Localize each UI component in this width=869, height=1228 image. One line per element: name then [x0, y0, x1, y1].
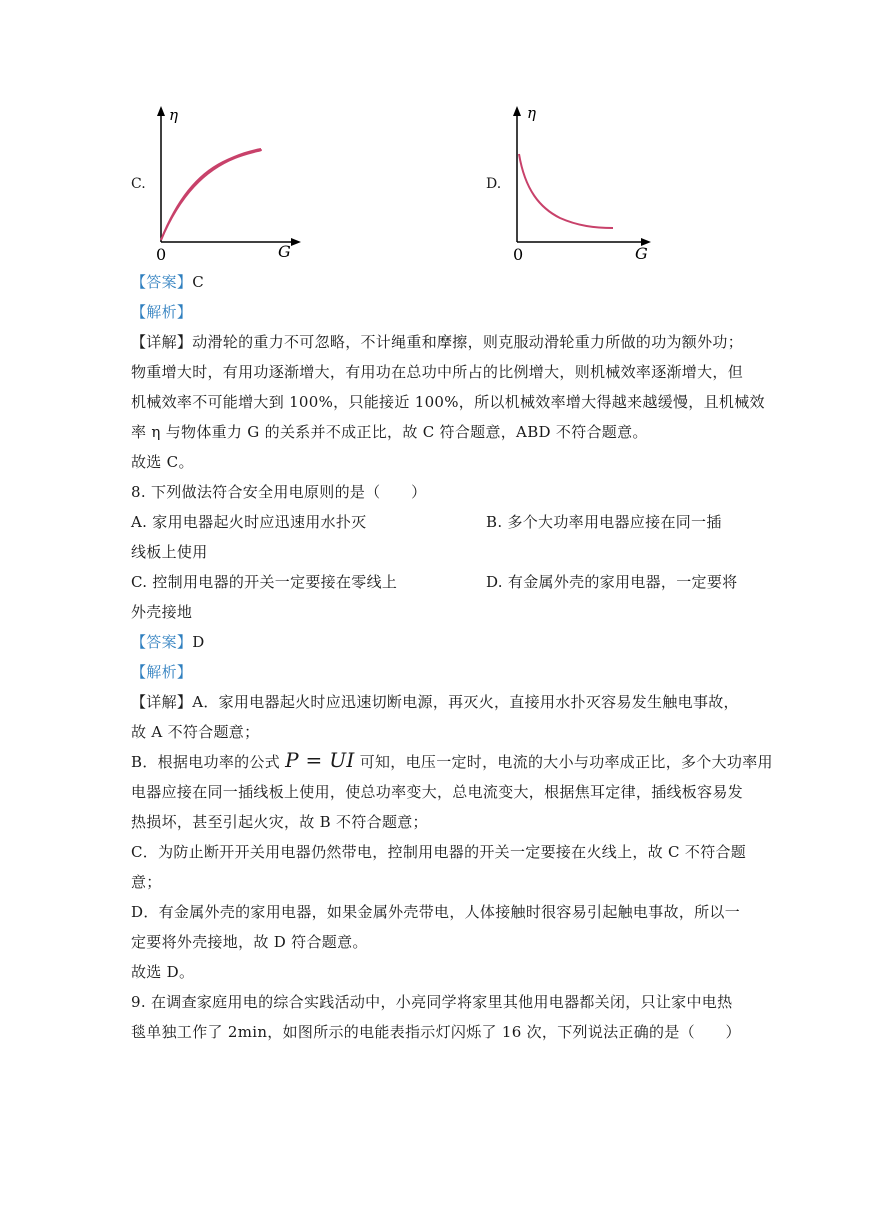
q8-option-c: C. 控制用电器的开关一定要接在零线上: [131, 573, 398, 591]
q8-detail-tag: 【详解】: [131, 693, 193, 711]
graph-d: [480, 100, 660, 265]
q7-detail-tag: 【详解】: [131, 333, 193, 351]
q8-detail-d-line-2: 定要将外壳接地，故 D 符合题意。: [131, 933, 368, 951]
q8-option-d-line-2: 外壳接地: [131, 603, 193, 621]
q8-detail-d-line-1: D．有金属外壳的家用电器，如果金属外壳带电，人体接触时很容易引起触电事故，所以一: [131, 903, 741, 921]
graph-d-x-axis-label: G: [635, 244, 648, 263]
q8-conclusion: 故选 D。: [131, 963, 195, 981]
q7-detail-line-3: 机械效率不可能增大到 100%，只能接近 100%，所以机械效率增大得越来越缓慢，且机械效: [131, 393, 765, 411]
q7-answer: [131, 272, 204, 292]
graph-c-y-axis-label: η: [169, 106, 178, 124]
q7-detail-line-1: [131, 332, 743, 352]
q8-detail-c-line-1: C．为防止断开开关用电器仍然带电，控制用电器的开关一定要接在火线上，故 C 不符合题: [131, 843, 747, 861]
q7-detail-text-1: 动滑轮的重力不可忽略，不计绳重和摩擦，则克服动滑轮重力所做的功为额外功；: [192, 333, 744, 351]
q8-detail-c-line-2: 意；: [131, 873, 162, 891]
q8-answer: [131, 632, 205, 652]
graph-c: [125, 100, 305, 265]
q9-stem-line-2: 毯单独工作了 2min，如图所示的电能表指示灯闪烁了 16 次，下列说法正确的是（ ）: [131, 1023, 741, 1041]
q8-detail-b-post: 可知，电压一定时，电流的大小与功率成正比，多个大功率用: [359, 753, 773, 771]
graph-c-origin: 0: [156, 245, 167, 264]
graph-d-y-axis-label: η: [527, 104, 536, 122]
q8-detail-b-line-1: [131, 750, 773, 772]
q8-detail-a-line-1: [131, 692, 739, 712]
q8-detail-b-line-3: 热损坏，甚至引起火灾，故 B 不符合题意；: [131, 813, 428, 831]
q7-detail-line-4: 率 η 与物体重力 G 的关系并不成正比，故 C 符合题意，ABD 不符合题意。: [131, 423, 648, 441]
q7-detail-line-2: 物重增大时，有用功逐渐增大，有用功在总功中所占的比例增大，则机械效率逐渐增大，但: [131, 363, 744, 381]
q7-answer-value: C: [192, 273, 204, 291]
q8-power-formula: P = UI: [285, 748, 355, 772]
q8-detail-b-pre: B．根据电功率的公式: [131, 753, 281, 771]
graph-c-x-axis-label: G: [278, 242, 291, 261]
q8-analysis-tag: 【解析】: [131, 663, 193, 681]
graph-c-plot: [125, 100, 305, 265]
q7-analysis-tag: 【解析】: [131, 303, 193, 321]
q8-detail-b-line-2: 电器应接在同一插线板上使用，使总功率变大，总电流变大，根据焦耳定律，插线板容易发: [131, 783, 744, 801]
q8-option-b-line-2: 线板上使用: [131, 543, 208, 561]
q7-conclusion: 故选 C。: [131, 453, 194, 471]
q8-option-a: A. 家用电器起火时应迅速用水扑灭: [131, 513, 367, 531]
q8-answer-value: D: [192, 633, 205, 651]
q8-option-b-line-1: B. 多个大功率用电器应接在同一插: [486, 513, 722, 531]
graph-d-plot: [480, 100, 660, 265]
graph-d-label: D.: [486, 176, 502, 192]
graph-c-label: C.: [131, 176, 146, 192]
q7-answer-tag: 【答案】: [131, 273, 193, 291]
q9-stem-line-1: 9. 在调查家庭用电的综合实践活动中，小亮同学将家里其他用电器都关闭，只让家中电热: [131, 993, 733, 1011]
q8-detail-a-text: A．家用电器起火时应迅速切断电源，再灭火，直接用水扑灭容易发生触电事故，: [192, 693, 739, 711]
q8-answer-tag: 【答案】: [131, 633, 193, 651]
graph-d-origin: 0: [513, 245, 524, 264]
q8-stem: 8. 下列做法符合安全用电原则的是（ ）: [131, 483, 427, 501]
q8-option-d-line-1: D. 有金属外壳的家用电器，一定要将: [486, 573, 738, 591]
q8-detail-a-line-2: 故 A 不符合题意；: [131, 723, 260, 741]
